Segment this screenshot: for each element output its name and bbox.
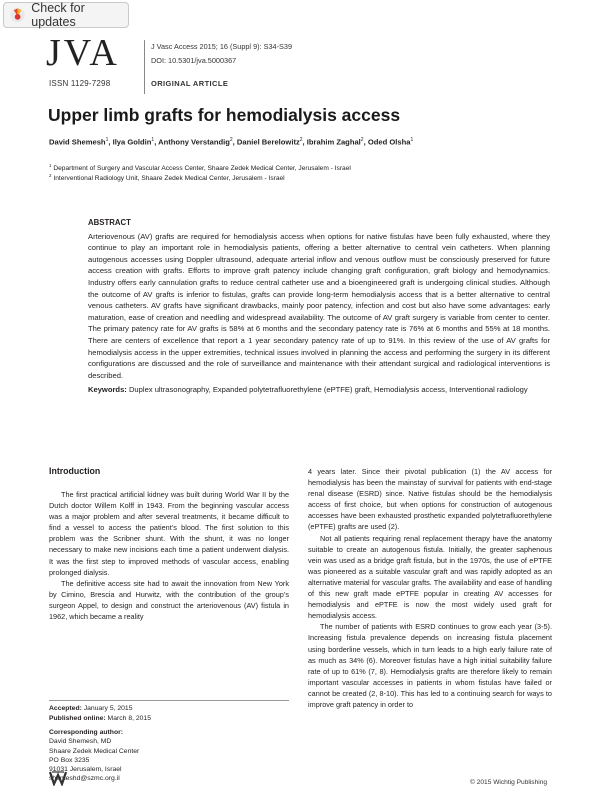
published-date: March 8, 2015: [107, 715, 151, 722]
check-for-updates-button[interactable]: [3, 2, 129, 28]
published-label: Published online:: [49, 715, 106, 722]
paragraph: The first practical artificial kidney was built during World War II by the Dutch doctor Willem Kolff in 1943. From the beginning vascular access was a major problem and after several treatments, it became difficult to find a vessel to access the patient’s blood. The first solution to this problem was the Scribner shunt. With the shunt, it was no longer necessary to make new incisions each time a patient underwent dialysis. It was the first step to improved methods of vascular access, enabling prolonged dialysis.: [49, 490, 289, 577]
keywords-text: Duplex ultrasonography, Expanded polytetrafluorethylene (ePTFE) graft, Hemodialysis access, Interventional radiology: [128, 385, 528, 395]
publisher-logo-icon: [49, 770, 67, 786]
author-sup: 2: [299, 137, 303, 143]
body-column-right: [308, 466, 552, 710]
article-type: ORIGINAL ARTICLE: [151, 79, 229, 88]
author-sup: 1: [105, 137, 109, 143]
author-list: David Shemesh$^1$, Ilya Goldin$^1$, Anthony Verstandig$^2$, Daniel Berelowitz$^2$, Ibrahim Zaghal$^2$, Oded Olsha$^1$: [49, 137, 414, 147]
introduction-heading: Introduction: [49, 466, 101, 476]
paragraph: The number of patients with ESRD continues to grow each year (3-5). Increasing fistula prevalence depends on increasing fistula placement using borderline vessels, which in turn leads to a high early failure rate of as much as 34% (6). Moreover fistulas have a high initial suitability failure rate of up to 61% (7, 8). Hemodialysis grafts are therefore likely to remain important vascular accesses in patients in whom fistulas have failed or cannot be created (2, 8-10). This has led to a continuing search for ways to improve graft patency in order to: [308, 622, 552, 709]
author-sup: 1: [151, 137, 155, 143]
author-name: David Shemesh: [49, 137, 106, 147]
author-name: Ibrahim Zaghal: [306, 137, 361, 147]
citation: J Vasc Access 2015; 16 (Suppl 9): S34-S39: [151, 42, 293, 51]
check-for-updates-label: Check for updates: [31, 1, 85, 29]
journal-logo: JVA: [46, 32, 120, 74]
header-divider: [144, 40, 145, 94]
doi-link[interactable]: DOI: 10.5301/jva.5000367: [151, 56, 237, 65]
affiliation-text: Interventional Radiology Unit, Shaare Zedek Medical Center, Jerusalem - Israel: [53, 175, 285, 183]
body-column-left: [49, 489, 289, 622]
corresponding-line: 91031 Jerusalem, Israel: [49, 766, 122, 774]
copyright: © 2015 Wichtig Publishing: [470, 779, 548, 786]
affiliation-2: [49, 173, 285, 182]
publication-dates: [49, 704, 151, 724]
check-for-updates-icon: [10, 7, 25, 23]
author-sup: 2: [229, 137, 233, 143]
paragraph: The definitive access site had to await the innovation from New York by Cimino, Brescia and Hurwitz, with the contribution of the group’s surgeon Appel, to design and construct the arteriovenous (AV) fistula in 1962, which became a reality: [49, 578, 289, 622]
affiliation-text: Department of Surgery and Vascular Access Center, Shaare Zedek Medical Center, Jerusalem - Israel: [53, 165, 351, 173]
author-sup: 2: [360, 137, 364, 143]
article-title: Upper limb grafts for hemodialysis access: [48, 105, 401, 125]
corresponding-label: Corresponding author:: [49, 729, 124, 736]
affiliation-1: [49, 163, 351, 172]
author-name: Oded Olsha: [367, 137, 411, 147]
author-sup: 1: [410, 137, 414, 143]
footnote-divider: [49, 700, 289, 701]
corresponding-email[interactable]: shemeshd@szmc.org.il: [49, 775, 120, 783]
paragraph: Not all patients requiring renal replacement therapy have the anatomy suitable to create an autogenous fistula. Initially, the greater saphenous vein was used as a bridge graft fistula, but in the 1970s, the use of ePTFE was pioneered as a suitable vascular graft and was rapidly adopted as an alternative material for vascular grafts. The availability and ease of handling of this new graft made ePTFE popular in creating AV accesses for hemodialysis and ePTFE is now the most widely used graft for hemodialysis access.: [308, 533, 552, 621]
issn: ISSN 1129-7298: [49, 79, 111, 88]
accepted-label: Accepted:: [49, 705, 82, 712]
corresponding-line: David Shemesh, MD: [49, 738, 112, 746]
corresponding-line: PO Box 3235: [49, 756, 90, 764]
affiliation-sup: 1: [49, 163, 52, 168]
corresponding-line: Shaare Zedek Medical Center: [49, 747, 140, 755]
abstract: [88, 217, 550, 396]
author-name: Daniel Berelowitz: [236, 137, 300, 147]
paragraph: 4 years later. Since their pivotal publication (1) the AV access for hemodialysis has been the mainstay of survival for patients with end-stage renal disease (ESRD) since. Native fistulas should be the hemodialysis access of first choice, but when options for construction of autogenous accesses have been exhausted prosthetic expanded polytetrafluorethylene (ePTFE) grafts are used (2).: [308, 467, 552, 532]
affiliation-sup: 2: [49, 173, 52, 178]
author-name: Anthony Verstandig: [158, 137, 230, 147]
accepted-date: January 5, 2015: [83, 705, 133, 712]
abstract-heading: ABSTRACT: [88, 218, 131, 227]
keywords: [88, 384, 550, 396]
keywords-label: Keywords:: [88, 385, 127, 395]
author-name: Ilya Goldin: [112, 137, 152, 147]
abstract-text: Arteriovenous (AV) grafts are required for hemodialysis access when options for native fistulas have been fully exhausted, where they continue to play an important role in hemodialysis patients, offering a better alternative to central vein catheters. When planning autogenous accesses using Doppler ultrasound, adequate arterial inflow and venous outflow must be consciously preserved for future access creation with grafts. Efforts to improve graft patency include changing graft configuration, graft biology and hemodynamics. Industry offers early cannulation grafts to reduce central catheter use and a bioengineered graft is undergoing clinical studies. Although the outcome of AV grafts is inferior to fistulas, grafts can provide long-term hemodialysis access that is a better alternative to central venous catheters. AV grafts have significant drawbacks, mainly poor patency, infection and cost but also have some advantages: early maturation, ease of creation and needling and widespread availability. The outcome of AV graft surgery is variable from center to center. The primary patency rate for AV grafts is 58% at 6 months and the secondary patency rate is 76% at 6 months and 55% at 18 months. There are centers of excellence that report a 1 year secondary patency rate of up to 91%. In this review of the use of AV grafts for hemodialysis access in the upper extremities, technical issues involved in planning the access and performing the surgery in its different configurations are discussed and the role of surveillance and maintenance with their attendant surgical and radiological interventions is described.: [88, 231, 550, 380]
